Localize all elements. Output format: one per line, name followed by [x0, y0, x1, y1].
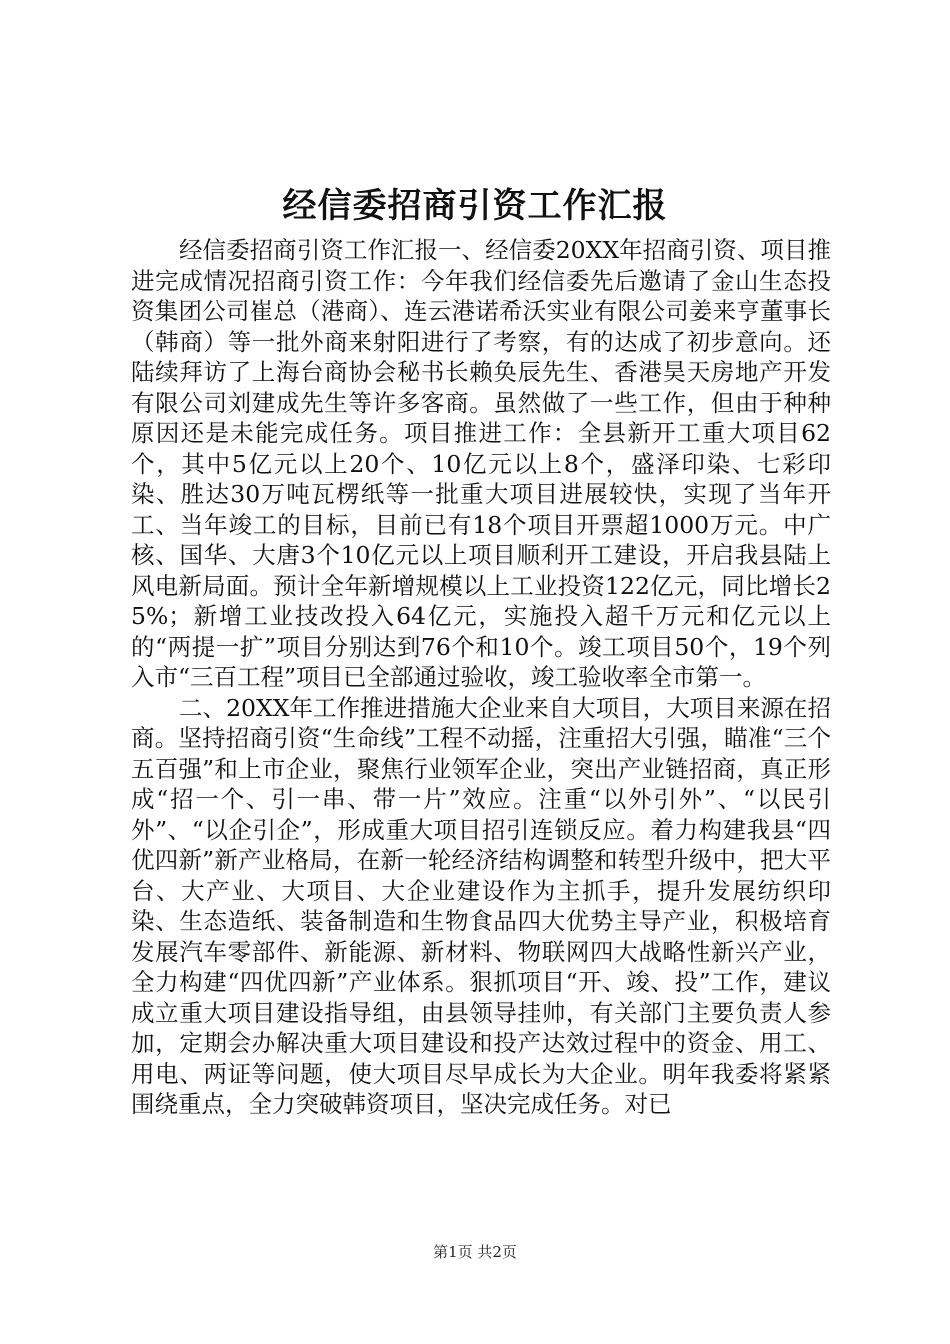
paragraph-2: 二、20XX年工作推进措施大企业来自大项目，大项目来源在招商。坚持招商引资“生命线”工程不动摇，注重招大引强，瞄准“三个五百强”和上市企业，聚焦行业领军企业，突出产业链招商，真正形成“招一个、引一串、带一片”效应。注重“以外引外”、“以民引外”、“以企引企”，形成重大项目招引连锁反应。着力构建我县“四优四新”新产业格局，在新一轮经济结构调整和转型升级中，把大平台、大产业、大项目、大企业建设作为主抓手，提升发展纺织印染、生态造纸、装备制造和生物食品四大优势主导产业，积极培育发展汽车零部件、新能源、新材料、物联网四大战略性新兴产业，全力构建“四优四新”产业体系。狠抓项目“开、竣、投”工作，建议成立重大项目建设指导组，由县领导挂帅，有关部门主要负责人参加，定期会办解决重大项目建设和投产达效过程中的资金、用工、用电、两证等问题，使大项目尽早成长为大企业。明年我委将紧紧围绕重点，全力突破韩资项目，坚决完成任务。对已 — [131, 693, 831, 1118]
document-title: 经信委招商引资工作汇报 — [282, 186, 668, 226]
document-body — [131, 235, 831, 1120]
paragraph-1: 经信委招商引资工作汇报一、经信委20XX年招商引资、项目推进完成情况招商引资工作：今年我们经信委先后邀请了金山生态投资集团公司崔总（港商）、连云港诺希沃实业有限公司姜来亨董事长（韩商）等一批外商来射阳进行了考察，有的达成了初步意向。还陆续拜访了上海台商协会秘书长赖奂辰先生、香港昊天房地产开发有限公司刘建成先生等许多客商。虽然做了一些工作，但由于种种原因还是未能完成任务。项目推进工作：全县新开工重大项目62个，其中5亿元以上20个、10亿元以上8个，盛泽印染、七彩印染、胜达30万吨瓦楞纸等一批重大项目进展较快，实现了当年开工、当年竣工的目标，目前已有18个项目开票超1000万元。中广核、国华、大唐3个10亿元以上项目顺利开工建设，开启我县陆上风电新局面。预计全年新增规模以上工业投资122亿元，同比增长25%；新增工业技改投入64亿元，实施投入超千万元和亿元以上的“两提一扩”项目分别达到76个和10个。竣工项目50个，19个列入市“三百工程”项目已全部通过验收，竣工验收率全市第一。 — [131, 236, 831, 691]
page-number: 第1页 共2页 — [433, 1243, 517, 1261]
